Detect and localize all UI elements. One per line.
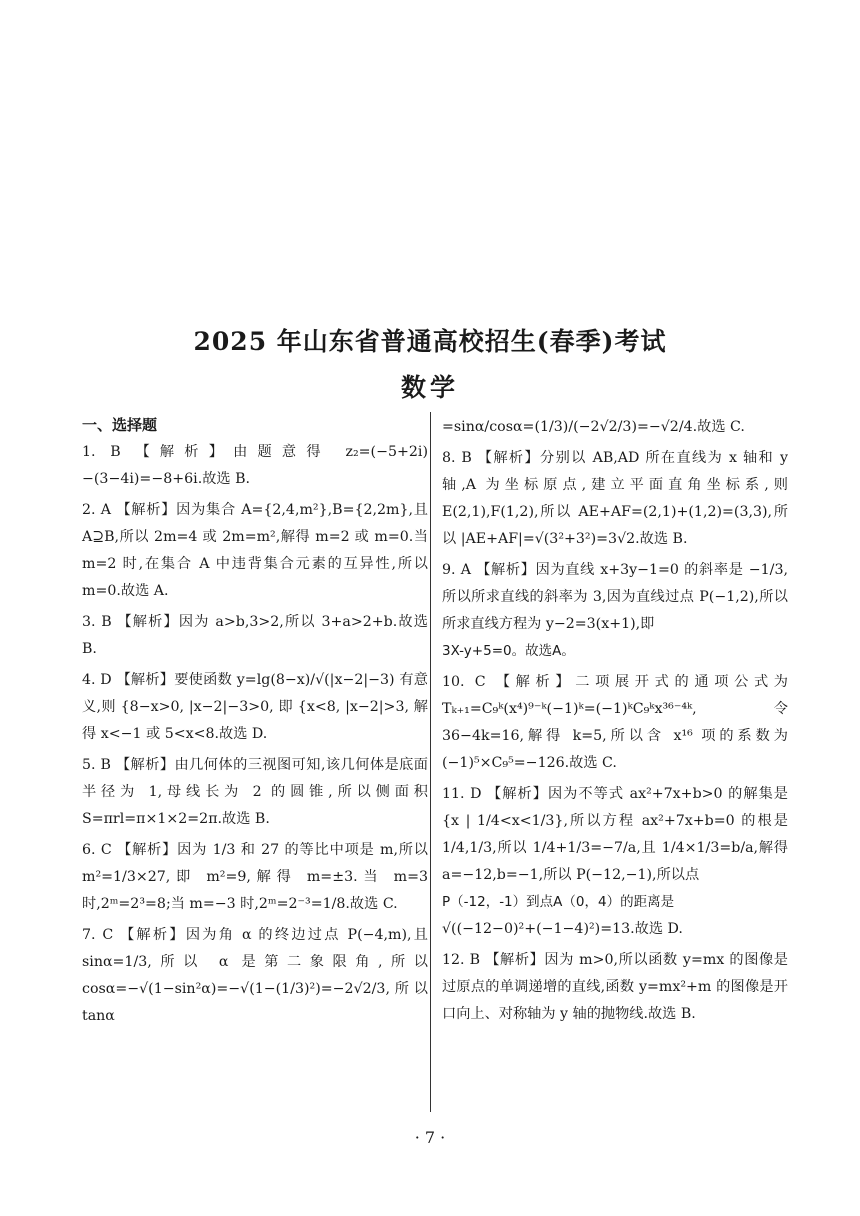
left-column [82,412,428,1030]
answer-item-12: 12. B 【解析】因为 m>0,所以函数 y=mx 的图像是过原点的单调递增的直线,函数 y=mx²+m 的图像是开口向上、对称轴为 y 轴的抛物线.故选 B. [442,952,788,1022]
answer-item-2: 2. A 【解析】因为集合 A={2,4,m²},B={2,2m},且 A⊇B,所以 2m=4 或 2m=m²,解得 m=2 或 m=0.当 m=2 时,在集合 A 中违背集合元素的互异性,所以 m=0.故选 A. [82,502,428,599]
answer-item-7: 7. C 【解析】因为角 α 的终边过点 P(−4,m),且 sinα=1/3,所以 α 是第二象限角,所以 cosα=−√(1−sin²α)=−√(1−(1/3)²)=−2√2/3,所以tanα [82,927,428,1024]
page-number: · 7 · [414,1128,446,1147]
answer-item-1: 1. B 【解析】由题意得 z₂=(−5+2i)−(3−4i)=−8+6i.故选 B. [82,444,428,487]
section-heading: 一、选择题 [82,416,158,434]
answer-item-8: 8. B 【解析】分别以 AB,AD 所在直线为 x 轴和 y 轴,A 为坐标原点,建立平面直角坐标系,则 E(2,1),F(1,2),所以 AE+AF=(2,1)+(1,2)=(3,3),所以 |AE+AF|=√(3²+3²)=3√2.故选 B. [442,450,788,547]
answer-item-9: 9. A 【解析】因为直线 x+3y−1=0 的斜率是 −1/3,所以所求直线的斜率为 3,因为直线过点 P(−1,2),所以所求直线方程为 y−2=3(x+1),即 [442,562,788,632]
answer-item-9-handwritten-fix: 3X-y+5=0。故选A。 [442,643,575,659]
answer-item-3: 3. B 【解析】因为 a>b,3>2,所以 3+a>2+b.故选 B. [82,614,428,657]
answer-item-11-inserted-line: P（-12，-1）到点A（0，4）的距离是 [442,894,675,910]
answer-item-7-continued: =sinα/cosα=(1/3)/(−2√2/3)=−√2/4.故选 C. [442,419,745,435]
right-column [442,414,788,1028]
answer-item-4: 4. D 【解析】要使函数 y=lg(8−x)/√(|x−2|−3) 有意义,则 {8−x>0, |x−2|−3>0, 即 {x<8, |x−2|>3, 解得 x<−1 或 5<x<8.故选 D. [82,672,428,742]
answer-item-5: 5. B 【解析】由几何体的三视图可知,该几何体是底面半径为 1,母线长为 2 的圆锥,所以侧面积 S=πrl=π×1×2=2π.故选 B. [82,757,428,827]
answer-item-10: 10. C 【解析】二项展开式的通项公式为 Tₖ₊₁=C₉ᵏ(x⁴)⁹⁻ᵏ(−1)ᵏ=(−1)ᵏC₉ᵏx³⁶⁻⁴ᵏ,令 36−4k=16,解得 k=5,所以含 x¹⁶ 项的系数为 (−1)⁵×C₉⁵=−126.故选 C. [442,674,788,771]
answer-item-6: 6. C 【解析】因为 1/3 和 27 的等比中项是 m,所以 m²=1/3×27,即 m²=9,解得 m=±3.当 m=3 时,2ᵐ=2³=8;当 m=−3 时,2ᵐ=2⁻³=1/8.故选 C. [82,842,428,912]
subject-heading: 数学 [400,373,459,402]
column-divider [430,412,431,1112]
answer-item-11: 11. D 【解析】因为不等式 ax²+7x+b>0 的解集是 {x | 1/4<x<1/3},所以方程 ax²+7x+b=0 的根是 1/4,1/3,所以 1/4+1/3=−7/a,且 1/4×1/3=b/a,解得 a=−12,b=−1,所以 P(−12,−1),所以点 [442,786,788,883]
answer-item-11-distance: √((−12−0)²+(−1−4)²)=13.故选 D. [442,921,683,937]
exam-title: 2025 年山东省普通高校招生(春季)考试 [193,327,667,356]
